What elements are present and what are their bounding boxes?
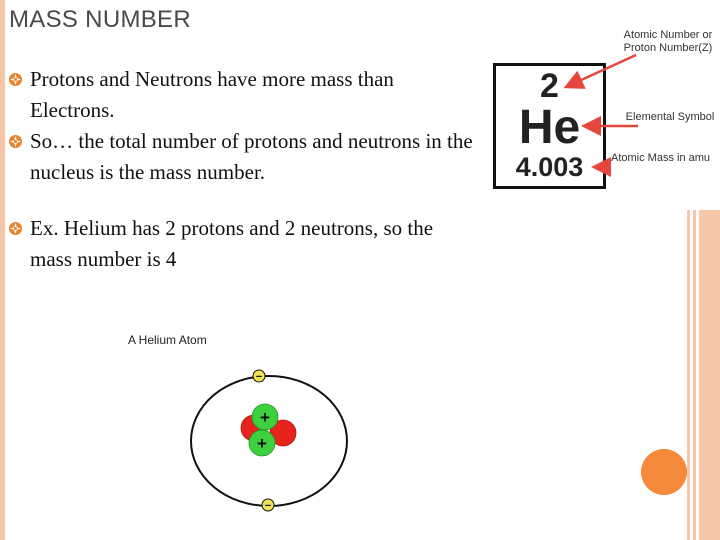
bullet-text: Ex. Helium has 2 protons and 2 neutrons, so the mass number is 4 <box>30 216 434 271</box>
bullet-icon <box>8 221 23 236</box>
slide-title: MASS NUMBER <box>9 6 191 33</box>
left-accent-bar <box>0 0 5 540</box>
decorative-orange-circle <box>641 449 687 495</box>
callout-atomic-mass: Atomic Mass in amu <box>611 152 711 164</box>
electron-charge-label: − <box>264 500 272 512</box>
element-symbol: He <box>518 101 581 154</box>
bullet-icon <box>8 72 23 87</box>
periodic-element-card <box>493 63 606 189</box>
right-accent-rails <box>687 210 720 540</box>
rail <box>687 210 690 540</box>
bullet-item <box>8 126 478 188</box>
rail <box>699 210 720 540</box>
callout-symbol: Elemental Symbol <box>625 111 715 123</box>
rail <box>693 210 696 540</box>
proton-charge-label: + <box>260 408 270 427</box>
callout-atomic-number: Atomic Number or Proton Number(Z) <box>623 29 713 54</box>
bullet-text: Protons and Neutrons have more mass than Electrons. <box>30 67 394 122</box>
proton-charge-label: + <box>257 434 267 453</box>
bullet-item <box>8 213 478 275</box>
bullet-icon <box>8 134 23 149</box>
bullet-text: So… the total number of protons and neutrons in the nucleus is the mass number. <box>30 129 473 184</box>
bullet-item <box>8 64 478 126</box>
helium-atom-diagram <box>180 365 360 515</box>
bullet-list <box>8 64 478 275</box>
atomic-mass: 4.003 <box>515 152 584 182</box>
electron-charge-label: − <box>255 371 263 383</box>
atomic-number: 2 <box>540 67 559 105</box>
atom-caption: A Helium Atom <box>128 333 207 347</box>
